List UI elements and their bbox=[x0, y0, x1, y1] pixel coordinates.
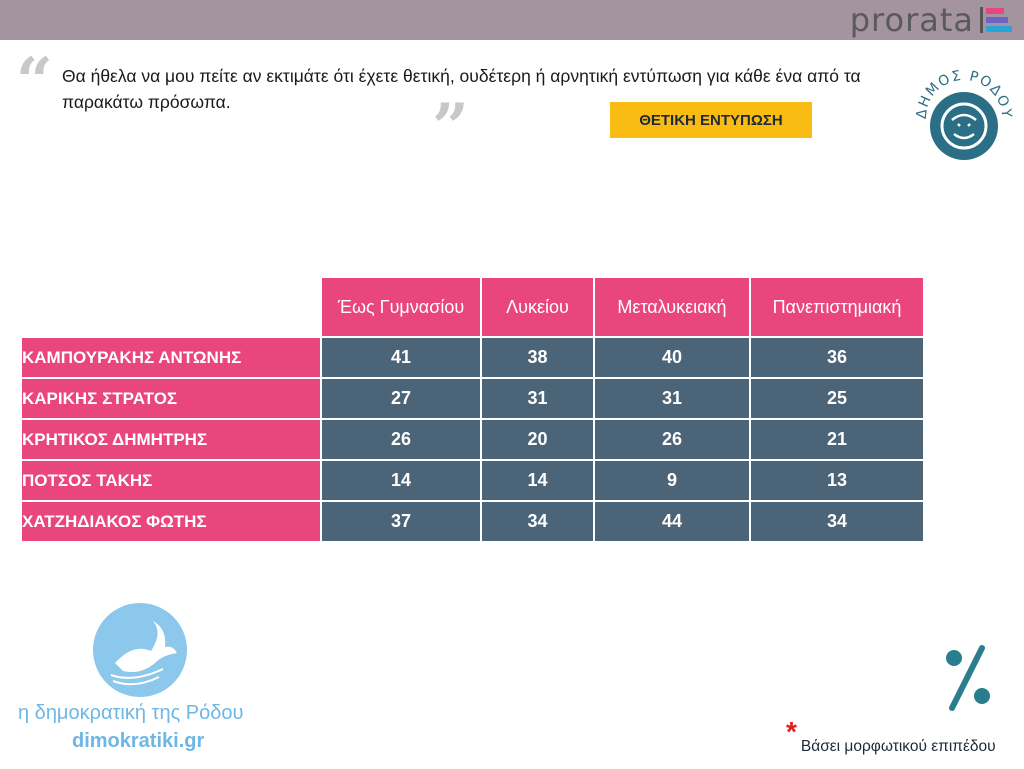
value-cell: 38 bbox=[481, 337, 594, 378]
corner-cell bbox=[21, 277, 321, 337]
impression-table bbox=[20, 276, 925, 543]
col-header: Έως Γυμνασίου bbox=[321, 277, 481, 337]
open-quote-icon: “ bbox=[16, 44, 53, 119]
row-name: ΚΑΜΠΟΥΡΑΚΗΣ ΑΝΤΩΝΗΣ bbox=[21, 337, 321, 378]
prorata-logo bbox=[850, 2, 1012, 38]
value-cell: 14 bbox=[321, 460, 481, 501]
col-header: Λυκείου bbox=[481, 277, 594, 337]
value-cell: 34 bbox=[750, 501, 924, 542]
footnote-text: Βάσει μορφωτικού επιπέδου bbox=[800, 738, 996, 755]
top-bar bbox=[0, 0, 1024, 40]
seal-text: ΔΗΜΟΣ ΡΟΔΟΥ bbox=[913, 67, 1015, 120]
row-name: ΚΡΗΤΙΚΟΣ ΔΗΜΗΤΡΗΣ bbox=[21, 419, 321, 460]
row-name: ΚΑΡΙΚΗΣ ΣΤΡΑΤΟΣ bbox=[21, 378, 321, 419]
value-cell: 40 bbox=[594, 337, 750, 378]
value-cell: 14 bbox=[481, 460, 594, 501]
value-cell: 9 bbox=[594, 460, 750, 501]
site-domain: dimokratiki.gr bbox=[72, 730, 205, 752]
value-cell: 26 bbox=[321, 419, 481, 460]
table-row bbox=[21, 337, 924, 378]
dove-logo-icon bbox=[93, 603, 187, 697]
asterisk-icon: * bbox=[786, 716, 797, 747]
table-row bbox=[21, 378, 924, 419]
value-cell: 37 bbox=[321, 501, 481, 542]
footnote bbox=[786, 716, 996, 756]
col-header: Πανεπιστημιακή bbox=[750, 277, 924, 337]
row-name: ΧΑΤΖΗΔΙΑΚΟΣ ΦΩΤΗΣ bbox=[21, 501, 321, 542]
percent-icon bbox=[942, 644, 992, 712]
value-cell: 21 bbox=[750, 419, 924, 460]
brand-name: prorata bbox=[849, 1, 974, 39]
table-row bbox=[21, 419, 924, 460]
row-name: ΠΟΤΣΟΣ ΤΑΚΗΣ bbox=[21, 460, 321, 501]
value-cell: 26 bbox=[594, 419, 750, 460]
close-quote-icon: ” bbox=[432, 90, 469, 165]
value-cell: 27 bbox=[321, 378, 481, 419]
municipality-seal-icon bbox=[912, 62, 1016, 166]
value-cell: 13 bbox=[750, 460, 924, 501]
value-cell: 31 bbox=[481, 378, 594, 419]
value-cell: 34 bbox=[481, 501, 594, 542]
site-tagline: η δημοκρατική της Ρόδου bbox=[18, 702, 244, 724]
value-cell: 41 bbox=[321, 337, 481, 378]
table-row bbox=[21, 501, 924, 542]
value-cell: 25 bbox=[750, 378, 924, 419]
header-row bbox=[21, 277, 924, 337]
col-header: Μεταλυκειακή bbox=[594, 277, 750, 337]
value-cell: 20 bbox=[481, 419, 594, 460]
positive-impression-badge: ΘΕΤΙΚΗ ΕΝΤΥΠΩΣΗ bbox=[610, 102, 812, 138]
value-cell: 31 bbox=[594, 378, 750, 419]
table-row bbox=[21, 460, 924, 501]
prorata-logo-icon bbox=[980, 5, 1012, 35]
value-cell: 36 bbox=[750, 337, 924, 378]
question-text: Θα ήθελα να μου πείτε αν εκτιμάτε ότι έχετε θετική, ουδέτερη ή αρνητική εντύπωση για κάθε ένα από τα παρακάτω πρόσωπα. bbox=[62, 66, 861, 112]
value-cell: 44 bbox=[594, 501, 750, 542]
